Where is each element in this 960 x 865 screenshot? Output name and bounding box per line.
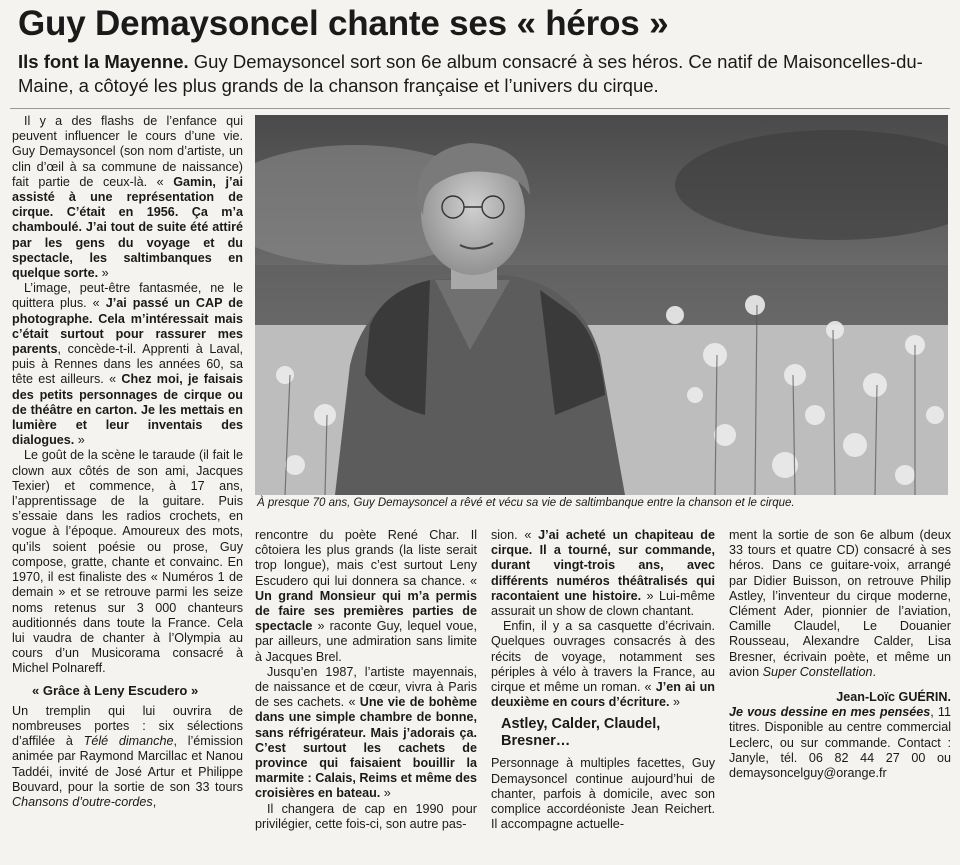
quote: J’ai passé un CAP de photographe. Cela m’intéressait mais c’était surtout pour rassurer mes parents bbox=[12, 296, 243, 357]
text: » Lui-même assurait un show de clown chantant. bbox=[491, 588, 715, 619]
text: ment la sortie de son 6e album (deux 33 tours et quatre CD) consacré à ses héros. Dans ce guitare-voix, arrangé par Didier Buisson, on retrouve Philip Astley, l’inventeur du cirque moderne, Clément Ader, pionnier de l’aviation, Camille Claudel, Le Douanier Rousseau, Alexandre Calder, Lisa Bresner, écrivain poète, et même un avion bbox=[729, 528, 951, 679]
text: » raconte Guy, lequel voue, par ailleurs, une admiration sans limite à Jacques Brel. bbox=[255, 619, 477, 664]
text: , bbox=[152, 794, 157, 809]
text: . bbox=[872, 664, 877, 679]
header-divider bbox=[10, 108, 950, 109]
album-info bbox=[729, 705, 951, 781]
article-column-3 bbox=[491, 528, 715, 862]
quote: J’en ai un deuxième en cours d’écriture. bbox=[491, 680, 715, 710]
paragraph bbox=[12, 114, 243, 281]
paragraph bbox=[255, 665, 477, 802]
quote: Chez moi, je faisais des petits personnages de cirque ou de théâtre en carton. Je les mettais en lumière et leur inventais des dialogues. bbox=[12, 372, 243, 448]
quote: Une vie de bohème dans une simple chambre de bonne, sans réfrigérateur. Mais j’adorais ça. C’est surtout les cachets de province qui faisaient bouillir la marmite : Calais, Reims et même des croisières en bateau. bbox=[255, 695, 477, 801]
text: Enfin, il y a sa casquette d’écrivain. Quelques ouvrages consacrés à des récits de voyage, notamment ses périples à vélo à travers la France, au cirque et même un roman. « bbox=[491, 619, 715, 695]
text: » bbox=[669, 695, 680, 710]
text: , concède-t-il. Apprenti à Laval, puis à Rennes dans les années 60, sa tête est ailleurs. « bbox=[12, 342, 243, 387]
article-column-1 bbox=[12, 114, 243, 862]
standfirst-kicker: Ils font la Mayenne. bbox=[18, 51, 189, 72]
paragraph bbox=[12, 281, 243, 448]
subheading: Astley, Calder, Claudel, Bresner… bbox=[501, 716, 661, 750]
standfirst-text: Guy Demaysoncel sort son 6e album consacré à ses héros. Ce natif de Maisoncelles-du-Maine, a côtoyé les plus grands de la chanson française et l’univers du cirque. bbox=[18, 51, 923, 96]
album-title: Je vous dessine en mes pensées bbox=[729, 705, 931, 720]
author-signature: Jean-Loïc GUÉRIN. bbox=[836, 690, 951, 705]
text: » bbox=[98, 266, 109, 281]
plane-name: Super Constellation bbox=[762, 664, 873, 679]
quote: Gamin, j’ai assisté à une représentation de cirque. C’était en 1956. Ça m’a chamboulé. J’ai tout de suite été attiré par les gens du voyage et du spectacle, les saltimbanques en quelque sorte. bbox=[12, 174, 243, 281]
text: Jusqu’en 1987, l’artiste mayennais, de naissance et de cœur, vivra à Paris de ses cachets. « bbox=[255, 664, 477, 710]
paragraph bbox=[491, 528, 715, 619]
paragraph: Le goût de la scène le taraude (il fait le clown aux côtés de son ami, Jacques Texier) et commence, à 17 ans, l’apprentissage de la guitare. Puis s’essaie dans les radios crochets, en vogue à l’époque. Amoureux des mots, qu’ils soient poésie ou prose, Guy compose, gratte, chante et convainc. En 1970, il est finaliste des « Numéros 1 de demain » et se retrouve parmi les seize noms retenus sur 3 000 chanteurs auditionnés dans toute la France. Cela lui vaudra de chanter à l’Olympia au cours d’un Musicorama consacré à Michel Polnareff. bbox=[12, 448, 243, 676]
quote: J’ai acheté un chapiteau de cirque. Il a tourné, sur commande, durant vingt-trois ans, avec différents numéros théâtralisés qui racontaient une histoire. bbox=[491, 528, 715, 603]
paragraph: Il changera de cap en 1990 pour privilégier, cette fois-ci, son autre pas- bbox=[255, 801, 477, 831]
headline: Guy Demaysoncel chante ses « héros » bbox=[18, 4, 669, 43]
subheading: « Grâce à Leny Escudero » bbox=[32, 682, 199, 698]
text: , l’émission animée par Raymond Marcillac et Nanou Taddéi, invité de José Artur et Philippe Bouvard, pour la sortie de son 33 tours bbox=[12, 734, 243, 794]
article-column-2 bbox=[255, 528, 477, 862]
text: rencontre du poète René Char. Il côtoiera les plus grands (la liste serait trop longue), mais c’est surtout Leny Escudero qui lui donnera sa chance. « bbox=[255, 528, 477, 588]
paragraph: Personnage à multiples facettes, Guy Demaysoncel continue aujourd’hui de chanter, parfois à domicile, avec son complice accordéoniste Jean Reichert. Il accompagne actuelle- bbox=[491, 756, 715, 832]
article-column-4 bbox=[729, 528, 951, 862]
text: , 11 titres. Disponible au centre commercial Leclerc, ou sur commande. Contact : Janyle, tél. 06 82 44 27 00 ou demaysoncelguy@orange.fr bbox=[729, 705, 951, 781]
album-title: Chansons d’outre-cordes bbox=[12, 794, 153, 809]
text: L’image, peut-être fantasmée, ne le quittera plus. « bbox=[12, 281, 243, 311]
paragraph bbox=[255, 528, 477, 665]
show-title: Télé dimanche bbox=[83, 734, 174, 749]
text: » bbox=[74, 433, 85, 448]
portrait-photo-illustration bbox=[255, 115, 948, 495]
paragraph bbox=[491, 619, 715, 710]
quote: Un grand Monsieur qui m’a permis de faire ses premières parties de spectacle bbox=[255, 588, 477, 634]
paragraph bbox=[729, 528, 951, 680]
photo-caption: À presque 70 ans, Guy Demaysoncel a rêvé et vécu sa vie de saltimbanque entre la chanson et le cirque. bbox=[257, 497, 795, 509]
text: sion. « bbox=[491, 528, 539, 542]
article-photo bbox=[255, 115, 948, 495]
paragraph bbox=[12, 704, 243, 810]
text: » bbox=[380, 786, 391, 801]
text: Il y a des flashs de l’enfance qui peuvent influencer le cours d’une vie. Guy Demaysoncel (son nom d’artiste, un clin d’œil à sa commune de naissance) fait partie de ceux-là. « bbox=[12, 114, 243, 189]
text: Un tremplin qui lui ouvrira de nombreuses portes : six sélections d’affilée à bbox=[12, 703, 243, 749]
standfirst bbox=[18, 50, 948, 98]
